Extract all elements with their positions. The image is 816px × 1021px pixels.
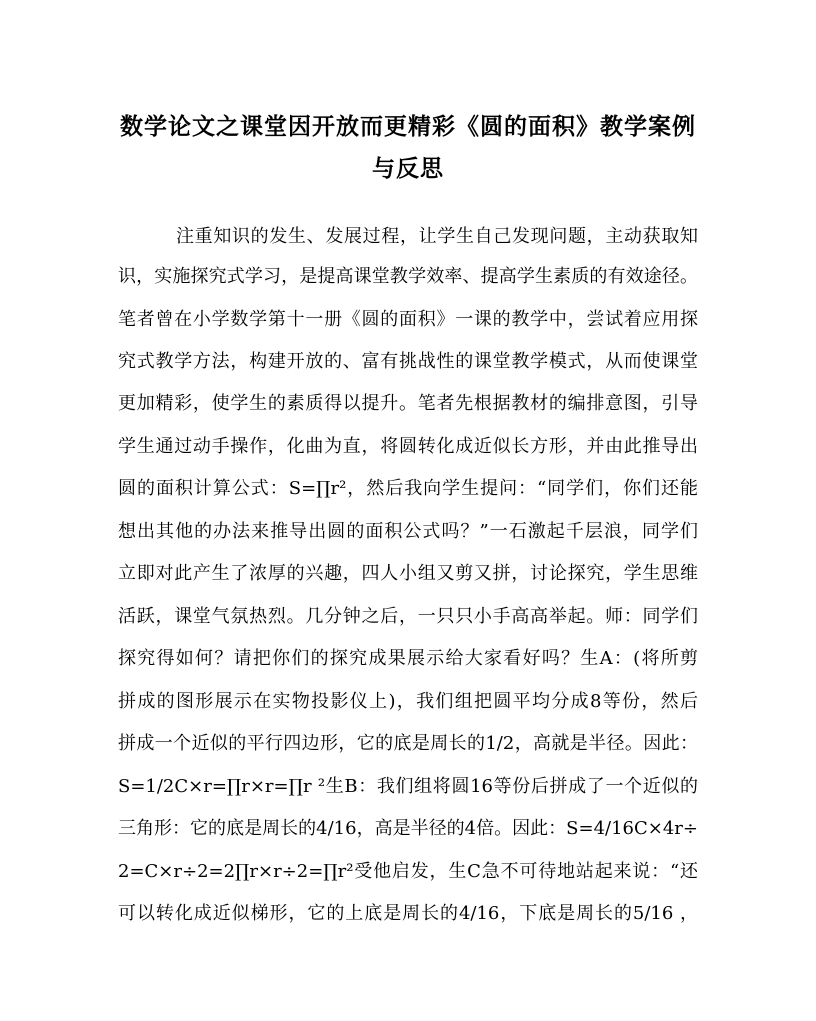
body-line: 活跃，课堂气氛热烈。几分钟之后，一只只小手高高举起。师：同学们 [118, 606, 698, 627]
body-line: 拼成一个近似的平行四边形，它的底是周长的1/2，高就是半径。因此： [118, 733, 698, 754]
document-title-line-1: 数学论文之课堂因开放而更精彩《圆的面积》教学案例 [120, 113, 696, 140]
body-line: 究式教学方法，构建开放的、富有挑战性的课堂教学模式，从而使课堂 [118, 351, 698, 372]
body-line: 学生通过动手操作，化曲为直，将圆转化成近似长方形，并由此推导出 [118, 436, 698, 457]
document-title-line-2: 与反思 [372, 155, 444, 182]
body-line: 三角形：它的底是周长的4/16，高是半径的4倍。因此：S=4/16C×4r÷ [118, 818, 698, 839]
body-line: S=1/2C×r=∏r×r=∏r ²生B：我们组将圆16等份后拼成了一个近似的 [118, 776, 698, 797]
body-line: 识，实施探究式学习，是提高课堂教学效率、提高学生素质的有效途径。 [118, 266, 698, 287]
body-line: 探究得如何？请把你们的探究成果展示给大家看好吗？生A：(将所剪 [118, 648, 698, 669]
body-line: 更加精彩，使学生的素质得以提升。笔者先根据教材的编排意图，引导 [118, 393, 698, 414]
body-line: 想出其他的办法来推导出圆的面积公式吗？”一石激起千层浪，同学们 [118, 521, 698, 542]
body-line: 圆的面积计算公式：S=∏r²，然后我向学生提问：“同学们，你们还能 [118, 478, 698, 499]
body-line: 拼成的图形展示在实物投影仪上)，我们组把圆平均分成8等份，然后 [118, 691, 698, 712]
body-line: 可以转化成近似梯形，它的上底是周长的4/16，下底是周长的5/16 ， [118, 903, 698, 924]
body-line: 2=C×r÷2=2∏r×r÷2=∏r²受他启发，生C急不可待地站起来说：“还 [118, 861, 698, 882]
body-line: 笔者曾在小学数学第十一册《圆的面积》一课的教学中，尝试着应用探 [118, 309, 698, 330]
body-line: 立即对此产生了浓厚的兴趣，四人小组又剪又拼，讨论探究，学生思维 [118, 563, 698, 584]
body-line: 注重知识的发生、发展过程，让学生自己发现问题，主动获取知 [176, 226, 698, 247]
